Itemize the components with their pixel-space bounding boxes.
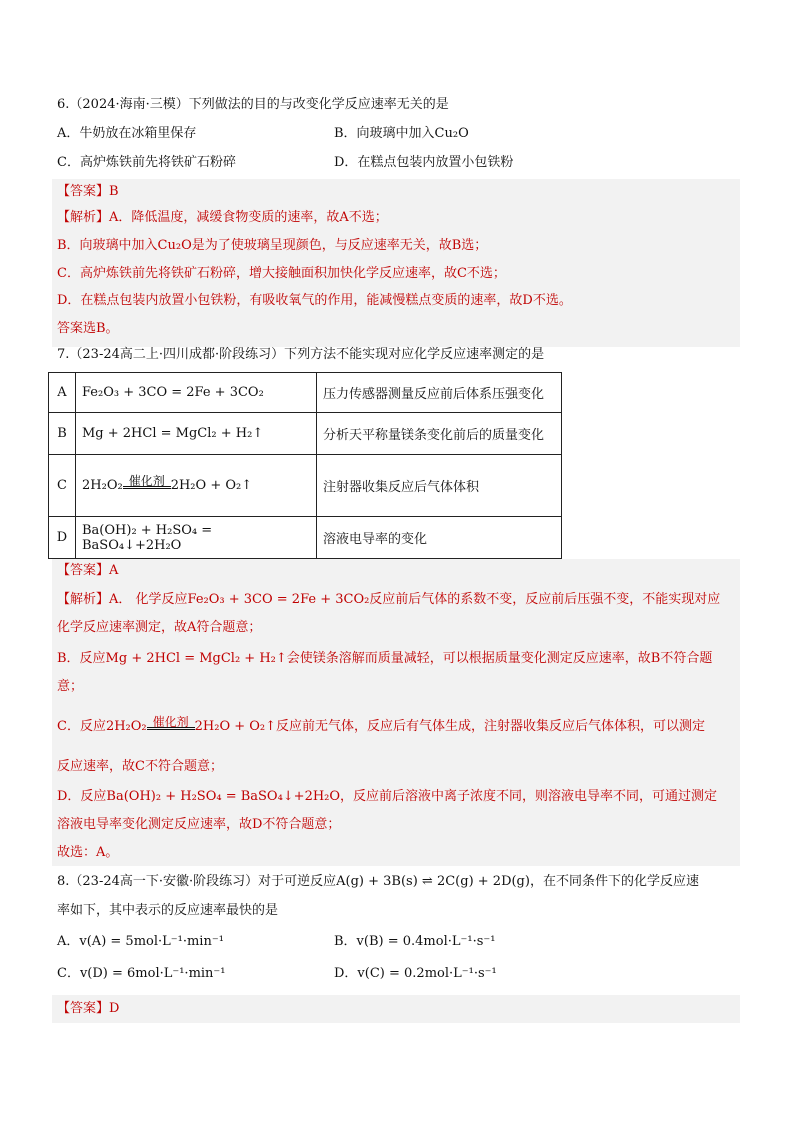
row-label: D [49,517,76,559]
q7-analysis-4: 意； [57,679,84,694]
row-method: 溶液电导率的变化 [317,517,562,559]
row-equation: Ba(OH)₂ + H₂SO₄ = BaSO₄↓+2H₂O [76,517,317,559]
table-row [49,455,562,517]
row-equation: Fe₂O₃ + 3CO = 2Fe + 3CO₂ [76,373,317,413]
q6-answer: 【答案】B [57,184,119,199]
q8-option-d: D．v(C) = 0.2mol·L⁻¹·s⁻¹ [334,966,497,981]
row-equation [76,455,317,517]
row-label: B [49,413,76,455]
q7-conclusion: 故选：A。 [57,845,119,860]
q8-answer-block [52,995,740,1023]
q7-analysis-5 [57,716,705,738]
row-label: A [49,373,76,413]
q7-c-suffix: 2H₂O + O₂↑反应前无气体，反应后有气体生成，注射器收集反应后气体体积，可以测定 [194,719,706,734]
eq-right: 2H₂O + O₂↑ [170,478,253,493]
row-equation: Mg + 2HCl = MgCl₂ + H₂↑ [76,413,317,455]
q8-option-c: C．v(D) = 6mol·L⁻¹·min⁻¹ [57,966,226,981]
q6-conclusion: 答案选B。 [57,321,119,336]
q6-option-a: A．牛奶放在冰箱里保存 [57,126,197,141]
q7-analysis-6: 反应速率，故C不符合题意； [57,759,223,774]
q8-option-a: A．v(A) = 5mol·L⁻¹·min⁻¹ [57,934,224,949]
table-row [49,373,562,413]
q8-stem-1: 8.（23-24高一下·安徽·阶段练习）对于可逆反应A(g) + 3B(s) ⇌ 2C(g) + 2D(g)，在不同条件下的化学反应速 [57,874,699,889]
catalyst-arrow [123,474,171,489]
q7-analysis-2: 化学反应速率测定，故A符合题意； [57,620,262,635]
q6-analysis-1: 【解析】A．降低温度，减缓食物变质的速率，故A不选； [57,210,388,225]
row-label: C [49,455,76,517]
q7-analysis-8: 溶液电导率变化测定反应速率，故D不符合题意； [57,817,341,832]
eq-left: 2H₂O₂ [82,478,123,493]
q8-stem-2: 率如下，其中表示的反应速率最快的是 [57,903,279,918]
q6-stem: 6.（2024·海南·三模）下列做法的目的与改变化学反应速率无关的是 [57,97,449,112]
q8-option-b: B．v(B) = 0.4mol·L⁻¹·s⁻¹ [334,934,496,949]
table-row [49,413,562,455]
q6-analysis-4: D．在糕点包装内放置小包铁粉，有吸收氧气的作用，能减慢糕点变质的速率，故D不选。 [57,293,572,308]
row-method: 分析天平称量镁条变化前后的质量变化 [317,413,562,455]
q7-stem: 7.（23-24高二上·四川成都·阶段练习）下列方法不能实现对应化学反应速率测定的是 [57,347,545,362]
q7-answer: 【答案】A [57,563,119,578]
table-row [49,517,562,559]
q6-analysis-3: C．高炉炼铁前先将铁矿石粉碎，增大接触面积加快化学反应速率，故C不选； [57,266,506,281]
q6-analysis-2: B．向玻璃中加入Cu₂O是为了使玻璃呈现颜色，与反应速率无关，故B选； [57,238,488,253]
q7-analysis-3: B．反应Mg + 2HCl = MgCl₂ + H₂↑会使镁条溶解而质量减轻，可以根据质量变化测定反应速率，故B不符合题 [57,651,713,666]
catalyst-label: 催化剂 [123,474,171,489]
catalyst-label: 催化剂 [147,715,195,730]
q7-table [48,372,562,559]
q7-analysis-1: 【解析】A． 化学反应Fe₂O₃ + 3CO = 2Fe + 3CO₂反应前后气体的系数不变，反应前后压强不变，不能实现对应 [57,592,721,607]
row-method: 注射器收集反应后气体体积 [317,455,562,517]
q6-option-d: D．在糕点包装内放置小包铁粉 [334,155,514,170]
q7-analysis-7: D．反应Ba(OH)₂ + H₂SO₄ = BaSO₄↓+2H₂O，反应前后溶液中离子浓度不同，则溶液电导率不同，可通过测定 [57,789,718,804]
q6-option-c: C．高炉炼铁前先将铁矿石粉碎 [57,155,236,170]
q6-option-b: B．向玻璃中加入Cu₂O [334,126,469,141]
row-method: 压力传感器测量反应前后体系压强变化 [317,373,562,413]
catalyst-arrow [147,715,195,730]
q8-answer: 【答案】D [57,1001,120,1016]
q7-c-prefix: C．反应2H₂O₂ [57,719,147,734]
